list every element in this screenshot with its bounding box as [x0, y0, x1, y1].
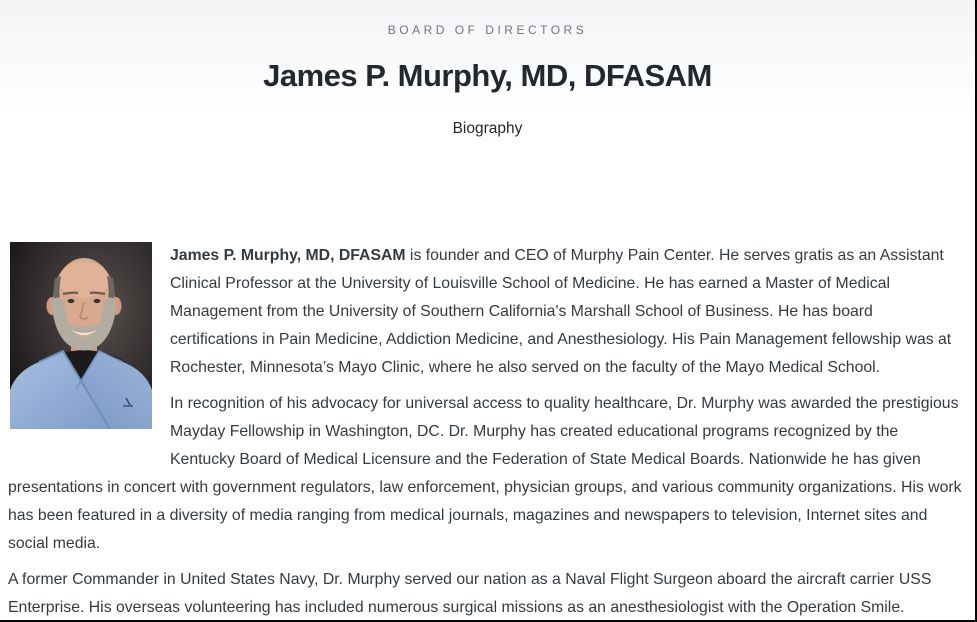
biography-body: [0, 242, 975, 622]
page-title: James P. Murphy, MD, DFASAM: [263, 58, 712, 93]
bio-paragraph-3: A former Commander in United States Navy, Dr. Murphy served our nation as a Naval Flight Surgeon aboard the aircraft carrier USS Enterprise. His overseas volunteering has included numerous surgical missions as an anesthesiologist with the Operation Smile.: [8, 571, 932, 616]
bio-paragraph-1-text: is founder and CEO of Murphy Pain Center. He serves gratis as an Assistant Clinical Professor at the University of Louisville School of Medicine. He has earned a Master of Medical Management from the University of Southern California's Marshall School of Business. He has board certifications in Pain Medicine, Addiction Medicine, and Anesthesiology. His Pain Management fellowship was at Rochester, Minnesota’s Mayo Clinic, where he also served on the faculty of the Mayo Medical School.: [170, 247, 952, 376]
bio-name-bold: James P. Murphy, MD, DFASAM: [170, 247, 406, 264]
bio-paragraph-2: In recognition of his advocacy for universal access to quality healthcare, Dr. Murphy was awarded the prestigious Mayday Fellowship in Washington, DC. Dr. Murphy has created educational programs recognized by the Kentucky Board of Medical Licensure and the Federation of State Medical Boards. Nationwide he has given presentations in concert with government regulators, law enforcement, physician groups, and various community organizations. His work has been featured in a diversity of media ranging from medical journals, magazines and newspapers to television, Internet sites and social media.: [8, 395, 962, 552]
portrait-photo: [10, 242, 152, 429]
section-eyebrow: BOARD OF DIRECTORS: [387, 23, 588, 37]
portrait-illustration: [10, 242, 152, 429]
page-subtitle: Biography: [452, 120, 523, 137]
page-header: [0, 0, 975, 138]
